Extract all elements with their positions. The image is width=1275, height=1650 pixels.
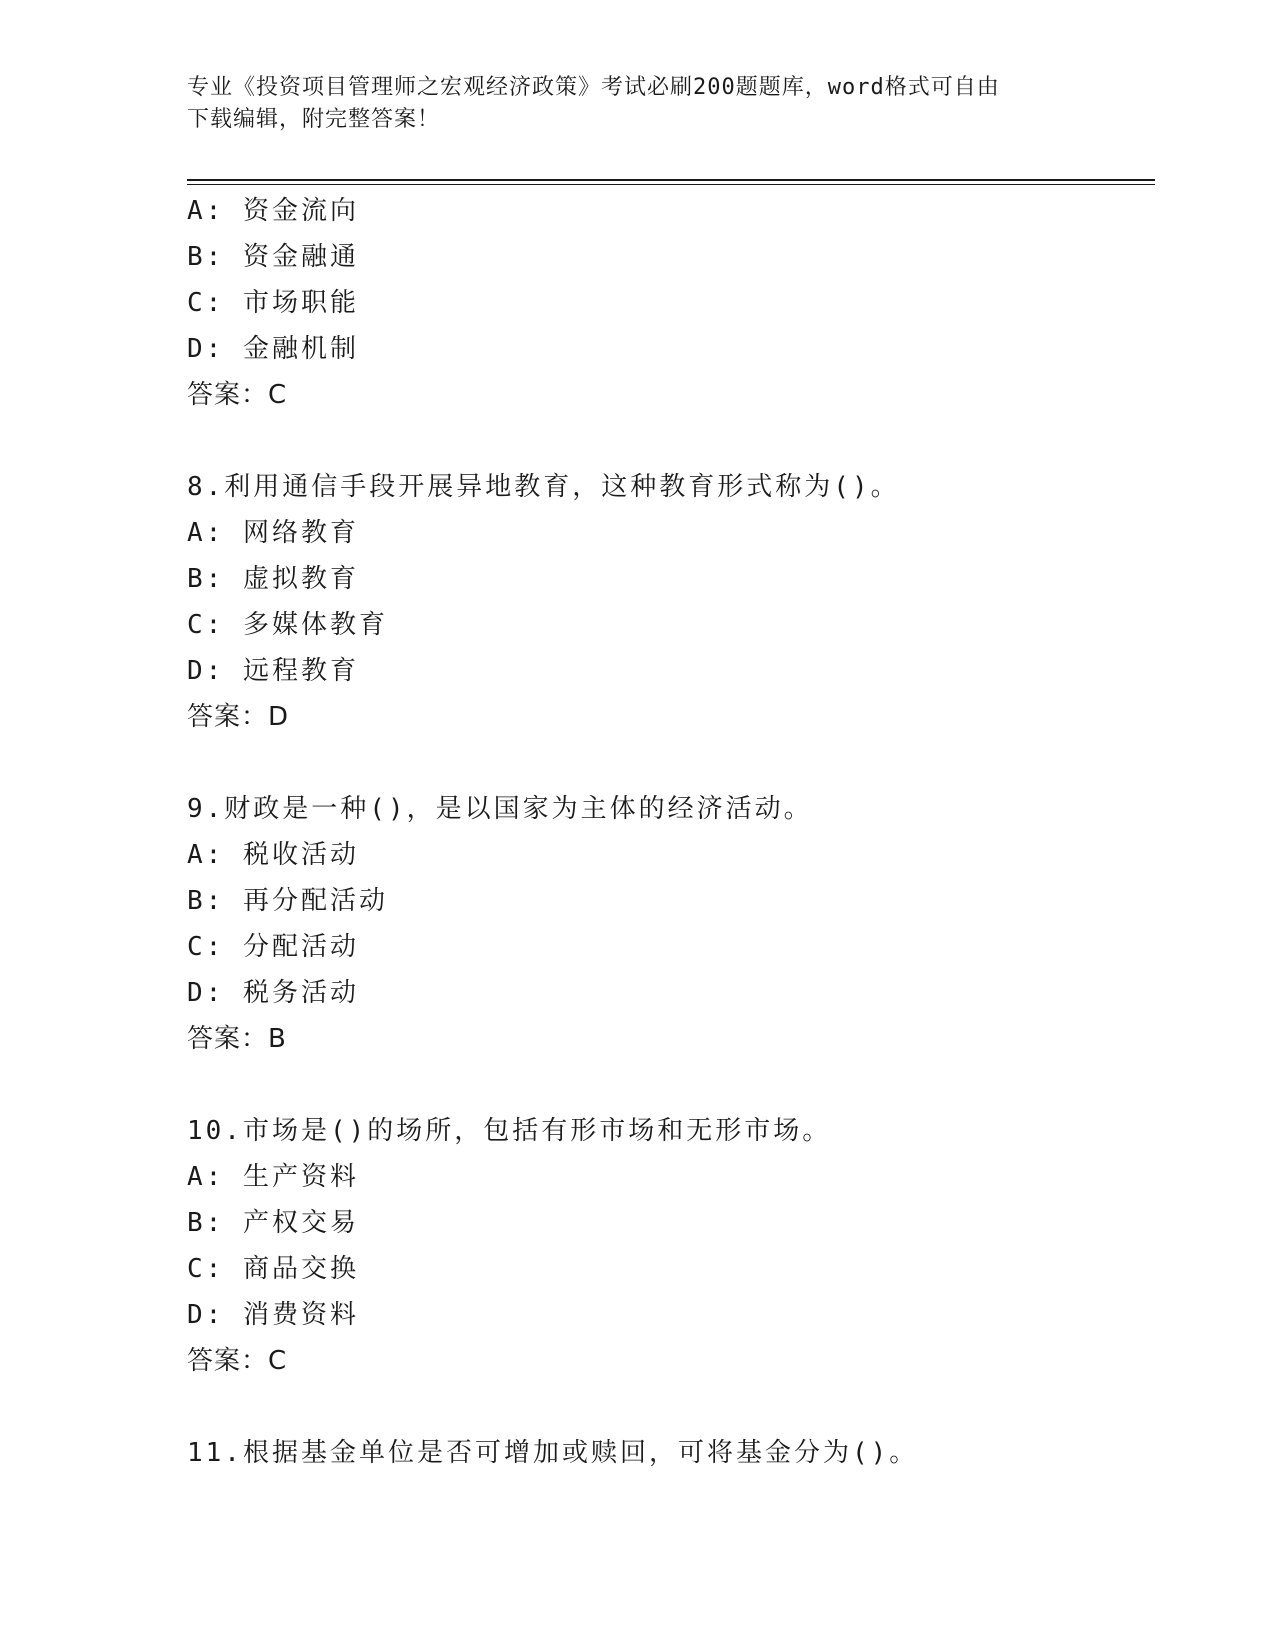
spacer	[187, 418, 1147, 464]
question-stem: 11.根据基金单位是否可增加或赎回，可将基金分为()。	[187, 1438, 919, 1468]
question-stem: 10.市场是()的场所，包括有形市场和无形市场。	[187, 1116, 832, 1146]
header-rule-thick	[187, 179, 1155, 181]
question-8	[187, 464, 1147, 740]
option-a: A: 资金流向	[187, 196, 359, 226]
option-a: A: 网络教育	[187, 518, 359, 548]
option-d: D: 远程教育	[187, 656, 359, 686]
header-line-2: 下载编辑，附完整答案！	[187, 107, 441, 132]
header-line-1: 专业《投资项目管理师之宏观经济政策》考试必刷200题题库，word格式可自由	[187, 75, 1000, 100]
question-list	[187, 188, 1147, 1476]
option-a: A: 生产资料	[187, 1162, 359, 1192]
option-c: C: 多媒体教育	[187, 610, 388, 640]
answer-line: 答案：C	[187, 1346, 288, 1376]
header-rule-thin	[187, 184, 1155, 185]
option-c: C: 市场职能	[187, 288, 359, 318]
question-10	[187, 1108, 1147, 1384]
option-b: B: 虚拟教育	[187, 564, 359, 594]
question-9	[187, 786, 1147, 1062]
question-11	[187, 1430, 1147, 1476]
option-d: D: 消费资料	[187, 1300, 359, 1330]
option-d: D: 金融机制	[187, 334, 359, 364]
option-d: D: 税务活动	[187, 978, 359, 1008]
spacer	[187, 740, 1147, 786]
answer-line: 答案：D	[187, 702, 290, 732]
spacer	[187, 1062, 1147, 1108]
question-7-continued	[187, 188, 1147, 418]
question-stem: 8.利用通信手段开展异地教育，这种教育形式称为()。	[187, 472, 900, 502]
option-a: A: 税收活动	[187, 840, 359, 870]
option-c: C: 商品交换	[187, 1254, 359, 1284]
document-header	[187, 72, 1067, 136]
answer-line: 答案：B	[187, 1024, 287, 1054]
question-stem: 9.财政是一种()，是以国家为主体的经济活动。	[187, 794, 813, 824]
answer-line: 答案：C	[187, 380, 288, 410]
option-b: B: 再分配活动	[187, 886, 388, 916]
option-b: B: 产权交易	[187, 1208, 359, 1238]
option-b: B: 资金融通	[187, 242, 359, 272]
option-c: C: 分配活动	[187, 932, 359, 962]
spacer	[187, 1384, 1147, 1430]
